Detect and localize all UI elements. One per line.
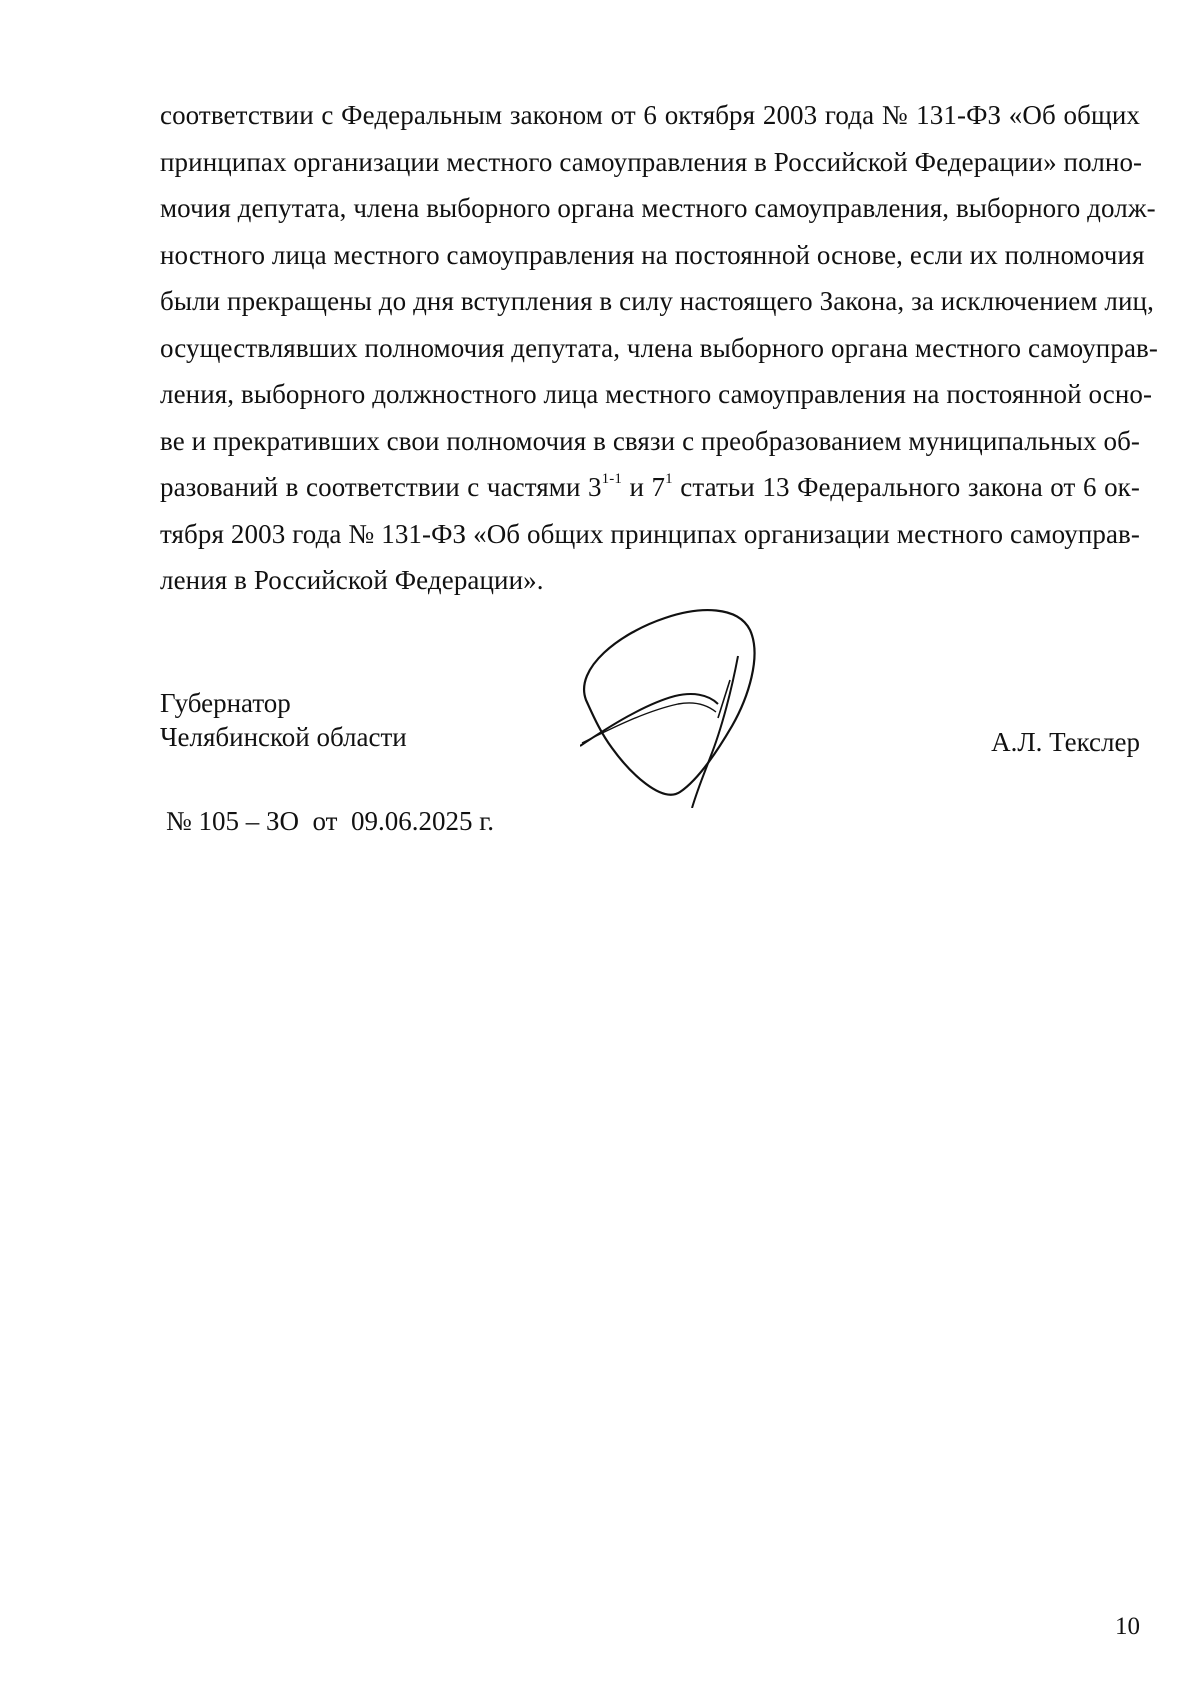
body-line: ве и прекративших свои полномочия в связи с преобразованием муниципальных об- [160,425,1140,456]
signatory-region: Челябинской области [160,722,407,752]
body-text-fragment: статьи 13 Федерального закона от 6 ок- [672,472,1140,502]
body-text-fragment: и 7 [621,472,666,502]
body-line: принципах организации местного самоуправления в Российской Федерации» полно- [160,146,1143,177]
body-line: тября 2003 года № 131-ФЗ «Об общих принципах организации местного самоуправ- [160,518,1140,549]
body-line: ления, выборного должностного лица местного самоуправления на постоянной осно- [160,379,1153,409]
body-line-last: ления в Российской Федерации». [160,565,544,595]
body-line: ностного лица местного самоуправления на постоянной основе, если их полномочия [160,239,1145,270]
page-number: 10 [1115,1613,1140,1640]
signatory-position: Губернатор [160,688,291,718]
superscript: 1-1 [601,471,622,487]
body-text-fragment: разований в соответствии с частями 3 [160,472,602,502]
superscript: 1 [665,471,673,487]
body-line: были прекращены до дня вступления в силу настоящего Закона, за исключением лиц, [160,286,1154,316]
law-number-and-date: № 105 – ЗО от 09.06.2025 г. [166,806,495,836]
body-line: мочия депутата, члена выборного органа местного самоуправления, выборного долж- [160,193,1156,223]
signatory-name: А.Л. Текслер [991,727,1140,757]
handwritten-signature [580,608,790,808]
body-paragraph [160,92,1158,604]
body-line: осуществлявших полномочия депутата, члена выборного органа местного самоуправ- [160,332,1158,363]
signatory-title [160,686,407,754]
body-line-with-superscripts [160,464,1140,511]
body-line: соответствии с Федеральным законом от 6 октября 2003 года № 131-ФЗ «Об общих [160,100,1140,130]
